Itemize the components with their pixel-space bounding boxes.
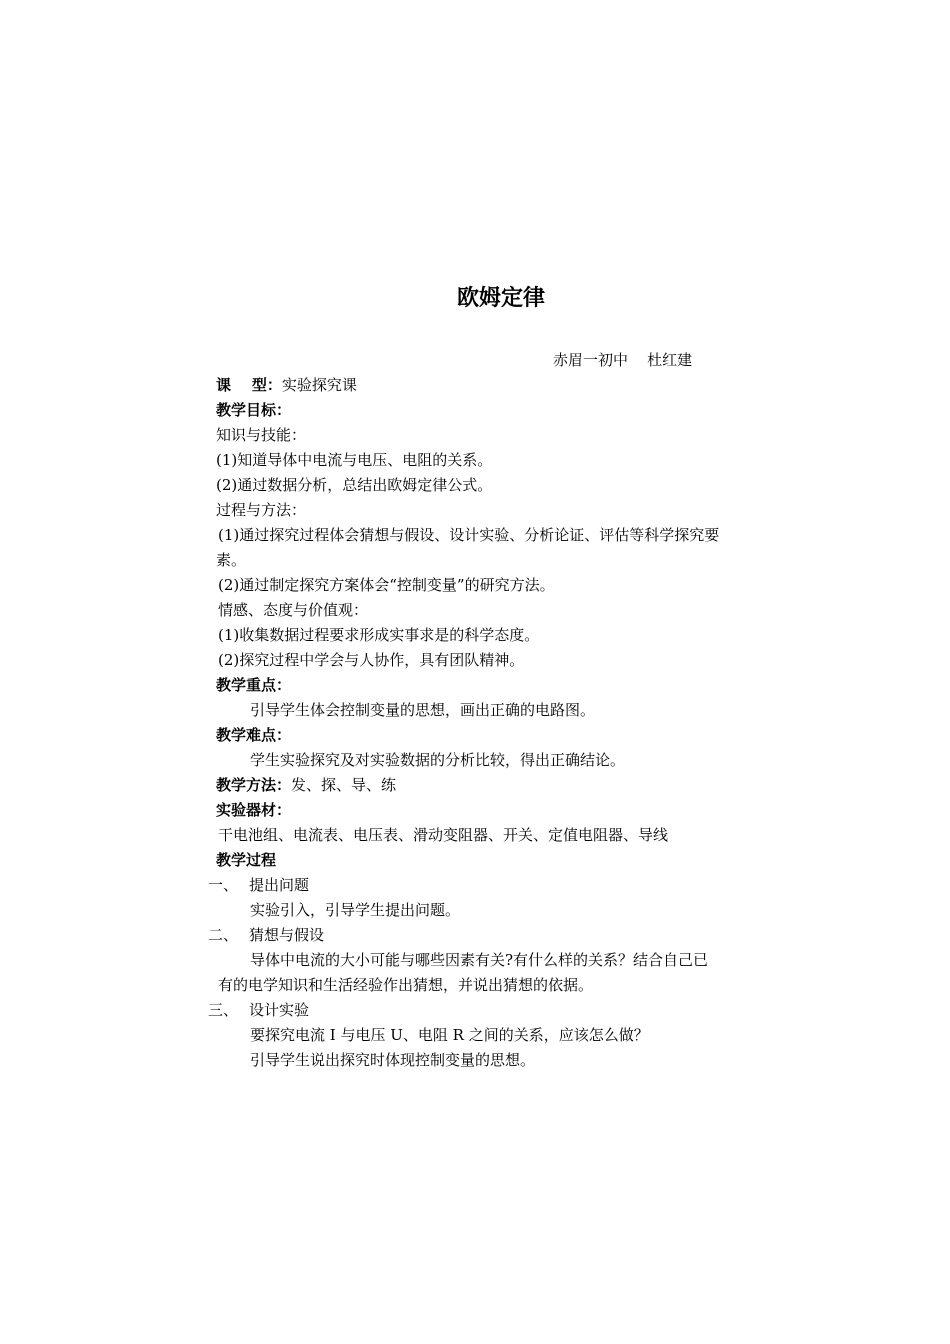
method-value: 发、探、导、练 — [291, 776, 397, 794]
lesson-plan-body — [208, 373, 776, 1073]
course-type-label: 课 型： — [216, 376, 282, 394]
emotion-heading: 情感、态度与价值观： — [218, 601, 369, 619]
emotion-item-2: (2)探究过程中学会与人协作，具有团队精神。 — [218, 651, 525, 669]
process-item-2: (2)通过制定探究方案体会“控制变量”的研究方法。 — [218, 576, 555, 594]
section-3-number: 三、 — [208, 1001, 239, 1019]
section-2-line-2: 有的电学知识和生活经验作出猜想，并说出猜想的依据。 — [218, 976, 594, 994]
method-label: 教学方法： — [216, 776, 292, 794]
process-section-heading: 教学过程 — [216, 851, 277, 869]
process-item-1-cont: 素。 — [216, 551, 247, 569]
section-3-line-2: 引导学生说出探究时体现控制变量的思想。 — [250, 1051, 536, 1069]
equipment-text: 干电池组、电流表、电压表、滑动变阻器、开关、定值电阻器、导线 — [218, 826, 669, 844]
objectives-heading: 教学目标： — [216, 401, 292, 419]
section-2-line-1: 导体中电流的大小可能与哪些因素有关?有什么样的关系？结合自己已 — [250, 951, 709, 969]
page-title: 欧姆定律 — [456, 286, 545, 311]
emotion-item-1: (1)收集数据过程要求形成实事求是的科学态度。 — [218, 626, 540, 644]
process-item-1: (1)通过探究过程体会猜想与假设、设计实验、分析论证、评估等科学探究要 — [218, 526, 720, 544]
equipment-heading: 实验器材： — [216, 801, 292, 819]
section-2-title: 猜想与假设 — [249, 926, 325, 944]
section-3-title: 设计实验 — [249, 1001, 310, 1019]
knowledge-item-2: (2)通过数据分析，总结出欧姆定律公式。 — [216, 476, 493, 494]
method-line — [216, 773, 776, 798]
section-3-line-1: 要探究电流 I 与电压 U、电阻 R 之间的关系，应该怎么做？ — [250, 1026, 649, 1044]
section-1-number: 一、 — [208, 876, 239, 894]
course-type-line — [216, 373, 776, 398]
section-2-number: 二、 — [208, 926, 239, 944]
difficulty-text: 学生实验探究及对实验数据的分析比较，得出正确结论。 — [250, 751, 626, 769]
section-2-heading — [208, 923, 776, 948]
author-line: 赤眉一初中 杜红建 — [553, 351, 693, 369]
difficulty-heading: 教学难点： — [216, 726, 292, 744]
section-1-line-1: 实验引入，引导学生提出问题。 — [250, 901, 461, 919]
knowledge-heading: 知识与技能： — [216, 426, 307, 444]
section-1-heading — [208, 873, 776, 898]
course-type-value: 实验探究课 — [281, 376, 357, 394]
key-point-heading: 教学重点： — [216, 676, 292, 694]
section-1-title: 提出问题 — [249, 876, 310, 894]
process-heading: 过程与方法： — [216, 501, 307, 519]
knowledge-item-1: (1)知道导体中电流与电压、电阻的关系。 — [216, 451, 493, 469]
key-point-text: 引导学生体会控制变量的思想，画出正确的电路图。 — [250, 701, 596, 719]
section-3-heading — [208, 998, 776, 1023]
